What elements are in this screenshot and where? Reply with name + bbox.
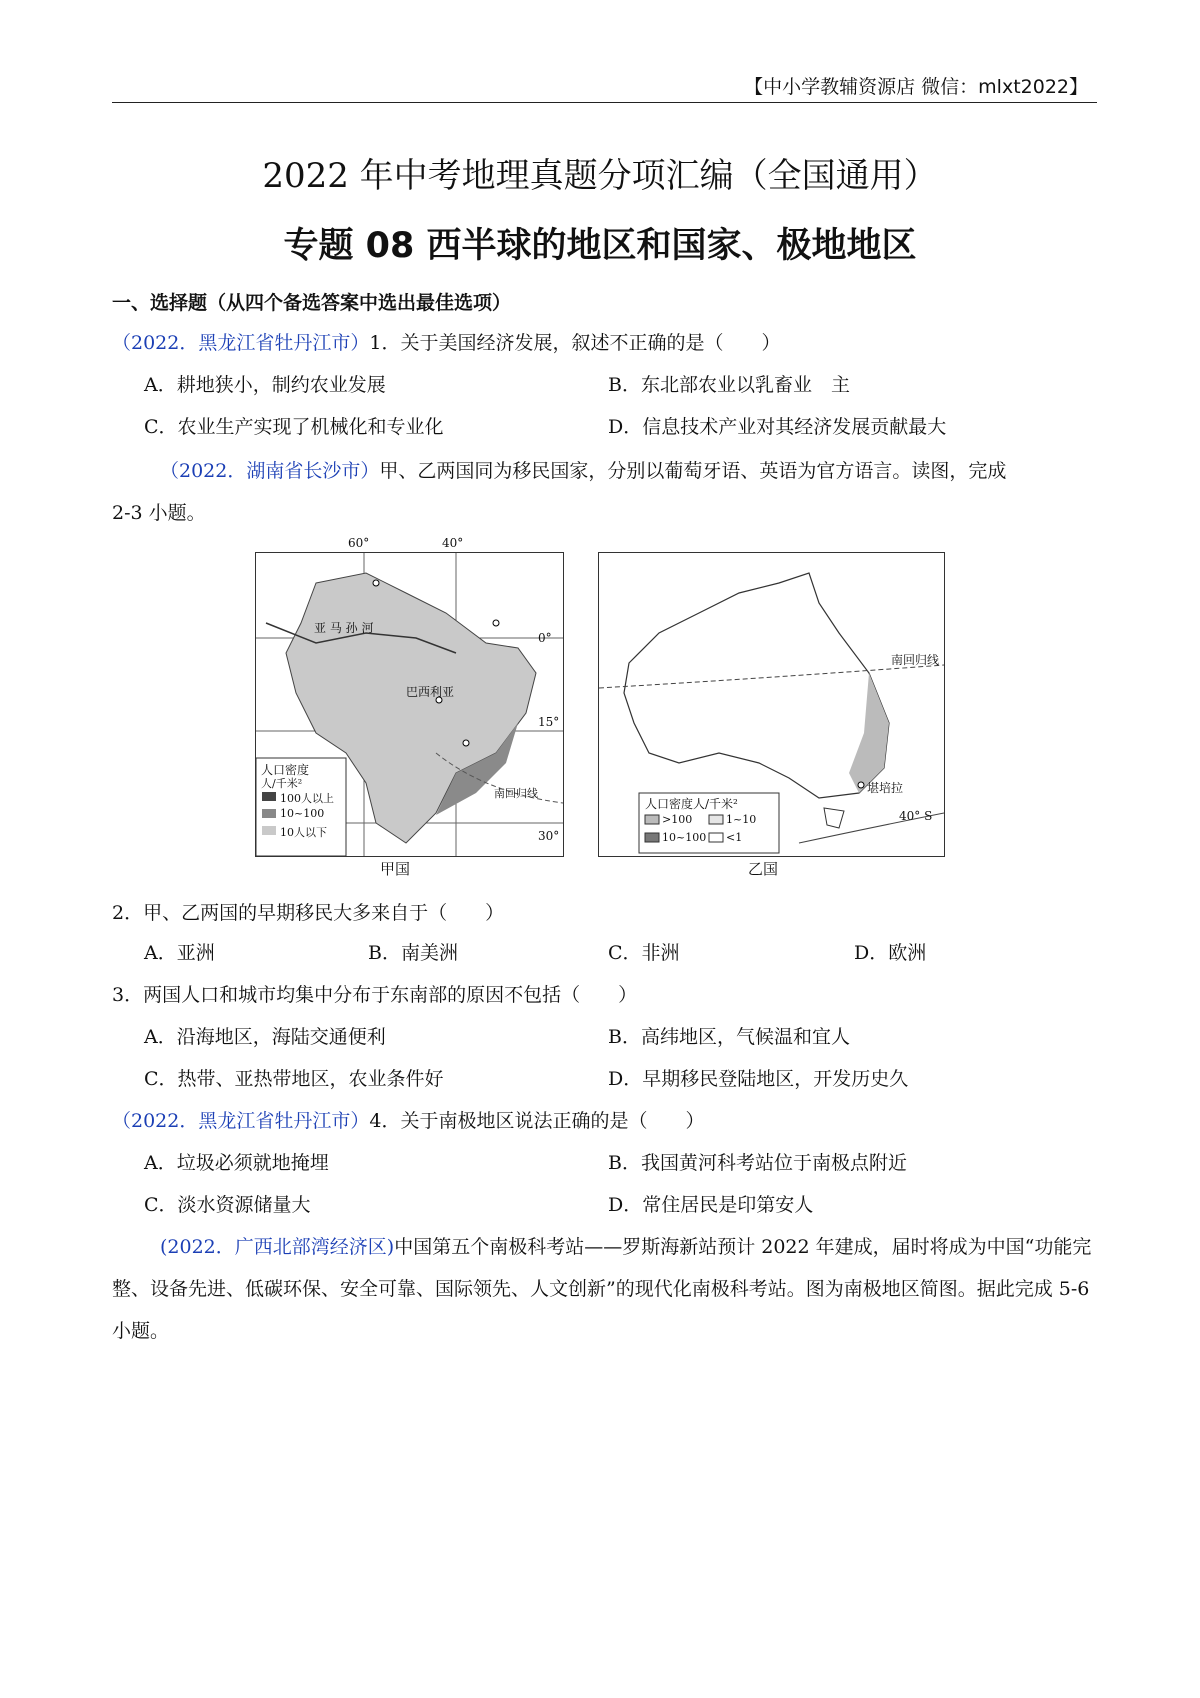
map-caption-jia: 甲国	[380, 860, 411, 878]
capital-label: 巴西利亚	[406, 685, 455, 699]
lon-40: 40°	[442, 536, 464, 550]
q2-option-b: B．南美洲	[368, 942, 458, 964]
question-source: (2022．广西北部湾经济区)	[160, 1236, 395, 1258]
q4-option-b: B．我国黄河科考站位于南极点附近	[608, 1152, 907, 1174]
question-4	[112, 1106, 704, 1133]
question-source: （2022．湖南省长沙市）	[160, 460, 380, 482]
lat-15: 15°	[538, 715, 560, 729]
legend-title: 人口密度	[261, 763, 310, 777]
legend-title: 人口密度人/千米²	[645, 797, 738, 811]
tropic-label: 南回归线	[891, 653, 940, 667]
q1-option-b: B．东北部农业以乳畜业 主	[608, 374, 850, 396]
map-jia-country	[255, 536, 564, 857]
q2-option-c: C．非洲	[608, 942, 680, 964]
legend-item-low: 10人以下	[280, 826, 327, 839]
q1-option-d: D．信息技术产业对其经济发展贡献最大	[608, 416, 947, 438]
legend-item-high: 100人以上	[280, 792, 334, 805]
intro-text: 甲、乙两国同为移民国家，分别以葡萄牙语、英语为官方语言。读图，完成	[379, 460, 1007, 482]
question-1	[112, 328, 780, 355]
intro-5-6	[112, 1226, 1097, 1352]
q2-option-d: D．欧洲	[854, 942, 927, 964]
q3-option-d: D．早期移民登陆地区，开发历史久	[608, 1068, 909, 1090]
legend-unit: 人/千米²	[261, 777, 303, 790]
intro-2-3-cont: 2-3 小题。	[112, 502, 206, 524]
question-source: （2022．黑龙江省牡丹江市）	[112, 1110, 370, 1132]
tropic-label: 南回归线	[494, 787, 538, 800]
lat-0: 0°	[538, 631, 552, 645]
intro-text: 中国第五个南极科考站——罗斯海新站预计 2022 年建成，届时将成为中国“功能完整、设备先进、低碳环保、安全可靠、国际领先、人文创新”的现代化南极科考站。图为南极地区简图。据此完成 5-6 小题。	[112, 1236, 1092, 1342]
map-yi-country	[598, 552, 945, 857]
question-stem: 4．关于南极地区说法正确的是（ ）	[369, 1110, 705, 1132]
question-2: 2．甲、乙两国的早期移民大多来自于（ ）	[112, 902, 505, 924]
question-3: 3．两国人口和城市均集中分布于东南部的原因不包括（ ）	[112, 984, 638, 1006]
q3-option-a: A．沿海地区，海陆交通便利	[144, 1026, 386, 1048]
q1-option-a: A．耕地狭小，制约农业发展	[144, 374, 386, 396]
city-label: 堪培拉	[867, 781, 904, 795]
legend-item-1: >100	[662, 813, 693, 826]
document-title: 2022 年中考地理真题分项汇编（全国通用）	[262, 156, 938, 196]
q4-option-c: C．淡水资源储量大	[144, 1194, 311, 1216]
map-caption-yi: 乙国	[748, 860, 779, 878]
legend-item-2: 1~10	[726, 813, 757, 826]
question-source: （2022．黑龙江省牡丹江市）	[112, 332, 370, 354]
lat-30: 30°	[538, 829, 560, 843]
section-heading: 一、选择题（从四个备选答案中选出最佳选项）	[112, 292, 512, 314]
page-header: 【中小学教辅资源店 微信：mlxt2022】	[744, 76, 1088, 98]
question-stem: 1．关于美国经济发展，叙述不正确的是（ ）	[369, 332, 781, 354]
q3-option-c: C．热带、亚热带地区，农业条件好	[144, 1068, 444, 1090]
legend-item-mid: 10~100	[280, 807, 325, 820]
river-label: 亚 马 孙 河	[314, 621, 374, 635]
q2-option-a: A．亚洲	[144, 942, 215, 964]
intro-2-3	[160, 456, 1006, 483]
header-divider	[112, 102, 1097, 103]
q3-option-b: B．高纬地区，气候温和宜人	[608, 1026, 850, 1048]
lon-60: 60°	[348, 536, 370, 550]
legend-item-4: <1	[726, 831, 743, 844]
legend-item-3: 10~100	[662, 831, 707, 844]
q4-option-d: D．常住居民是印第安人	[608, 1194, 814, 1216]
q4-option-a: A．垃圾必须就地掩埋	[144, 1152, 329, 1174]
q1-option-c: C．农业生产实现了机械化和专业化	[144, 416, 444, 438]
lat-40-label: 40° S	[899, 809, 933, 823]
document-subtitle: 专题 08 西半球的地区和国家、极地地区	[283, 226, 917, 266]
